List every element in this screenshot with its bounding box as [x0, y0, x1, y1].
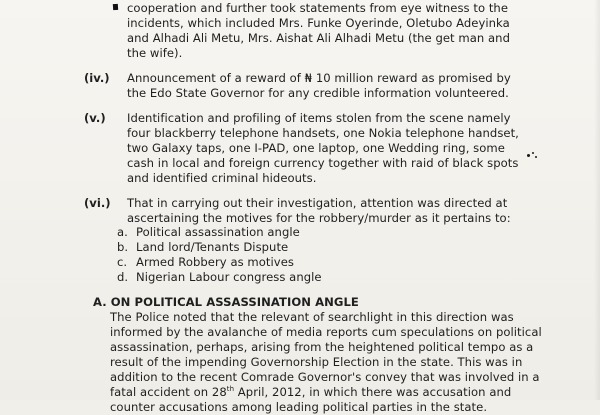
list-item-c: Armed Robbery as motives [136, 255, 294, 269]
bullet-mark-icon [113, 4, 118, 10]
para-v-line-2: four blackberry telephone handsets, one Nokia telephone handset, [127, 126, 519, 140]
para-vi-label: (vi.) [84, 196, 111, 210]
section-a-line-7: counter accusations among leading political parties in the state. [110, 400, 488, 414]
list-item-c-marker: c. [117, 255, 128, 269]
list-item-b: Land lord/Tenants Dispute [136, 240, 289, 254]
para-v-line-5: and identified criminal hideouts. [127, 171, 317, 185]
section-a-line-1: The Police noted that the relevant of searchlight in this direction was [110, 310, 514, 324]
scan-shadow-edge [594, 0, 600, 400]
para-v-line-1: Identification and profiling of items stolen from the scene namely [127, 111, 511, 125]
list-item-d-marker: d. [117, 270, 129, 284]
section-a-line-6: fatal accident on 28th April, 2012, in which there was accusation and [110, 385, 512, 399]
para-iii-line-3: and Alhadi Ali Metu, Mrs. Aishat Ali Alhadi Metu (the get man and [127, 31, 510, 45]
section-a-heading: A. ON POLITICAL ASSASSINATION ANGLE [93, 295, 359, 309]
section-a-line-5: addition to the recent Comrade Governor's convey that was involved in a [110, 370, 540, 384]
para-iv-line-2: the Edo State Governor for any credible information volunteered. [127, 86, 509, 100]
para-iii-line-4: the wife). [127, 46, 183, 60]
section-a-line-3: assassination, perhaps, arising from the heightened political tempo as a [110, 340, 534, 354]
para-iii-line-1: cooperation and further took statements from eye witness to the [127, 1, 509, 15]
para-v-line-4: cash in local and foreign currency together with raid of black spots [127, 156, 519, 170]
para-iv-line-1: Announcement of a reward of ₦ 10 million reward as promised by [127, 71, 511, 85]
list-item-b-marker: b. [117, 240, 129, 254]
para-vi-line-1: That in carrying out their investigation, attention was directed at [127, 196, 508, 210]
list-item-d: Nigerian Labour congress angle [136, 270, 322, 284]
para-iv-label: (iv.) [84, 71, 110, 85]
section-a-line-4: result of the impending Governorship Election in the state. This was in [110, 355, 523, 369]
para-vi-line-2: ascertaining the motives for the robbery/murder as it pertains to: [127, 211, 511, 225]
para-v-label: (v.) [84, 111, 106, 125]
list-item-a-marker: a. [117, 225, 128, 239]
para-iii-line-2: incidents, which included Mrs. Funke Oyerinde, Oletubo Adeyinka [127, 16, 510, 30]
para-v-line-3: two Galaxy taps, one I-PAD, one laptop, one Wedding ring, some [127, 141, 505, 155]
list-item-a: Political assassination angle [136, 225, 300, 239]
section-a-line-2: informed by the avalanche of media reports cum speculations on political [110, 325, 542, 339]
date-ordinal-suffix: th [226, 385, 235, 394]
